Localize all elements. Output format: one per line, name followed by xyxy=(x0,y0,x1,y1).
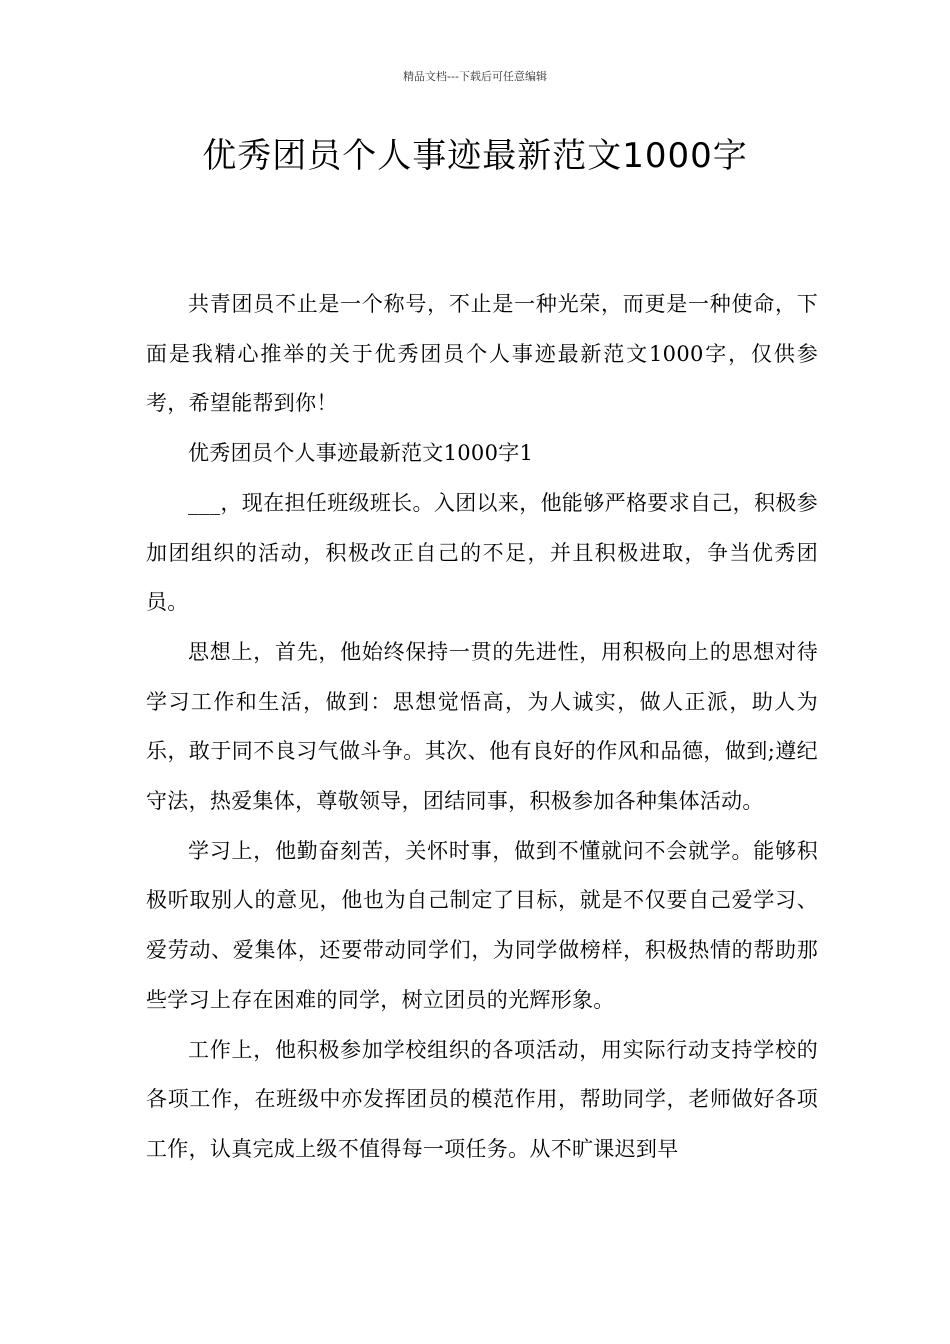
paragraph-role: ___，现在担任班级班长。入团以来，他能够严格要求自己，积极参加团组织的活动，积极改正自己的不足，并且积极进取，争当优秀团员。 xyxy=(146,490,818,615)
document-title: 优秀团员个人事迹最新范文1000字 xyxy=(202,136,748,176)
paragraph-work: 工作上，他积极参加学校组织的各项活动，用实际行动支持学校的各项工作，在班级中亦发挥团员的模范作用，帮助同学，老师做好各项工作，认真完成上级不值得每一项任务。从不旷课迟到早 xyxy=(146,1037,818,1161)
header-note: 精品文档---下载后可任意编辑 xyxy=(403,70,547,83)
paragraph-intro: 共青团员不止是一个称号，不止是一种光荣，而更是一种使命，下面是我精心推举的关于优秀团员个人事迹最新范文1000字，仅供参考，希望能帮到你！ xyxy=(146,292,818,416)
paragraph-study: 学习上，他勤奋刻苦，关怀时事，做到不懂就问不会就学。能够积极听取别人的意见，他也为自己制定了目标，就是不仅要自己爱学习、爱劳动、爱集体，还要带动同学们，为同学做榜样，积极热情的帮助那些学习上存在困难的同学，树立团员的光辉形象。 xyxy=(146,838,818,1012)
paragraph-thought: 思想上，首先，他始终保持一贯的先进性，用积极向上的思想对待学习工作和生活，做到：思想觉悟高，为人诚实，做人正派，助人为乐，敢于同不良习气做斗争。其次、他有良好的作风和品德，做到;遵纪守法，热爱集体，尊敬领导，团结同事，积极参加各种集体活动。 xyxy=(146,639,818,814)
paragraph-subtitle: 优秀团员个人事迹最新范文1000字1 xyxy=(188,441,534,466)
document-body xyxy=(146,280,818,1175)
